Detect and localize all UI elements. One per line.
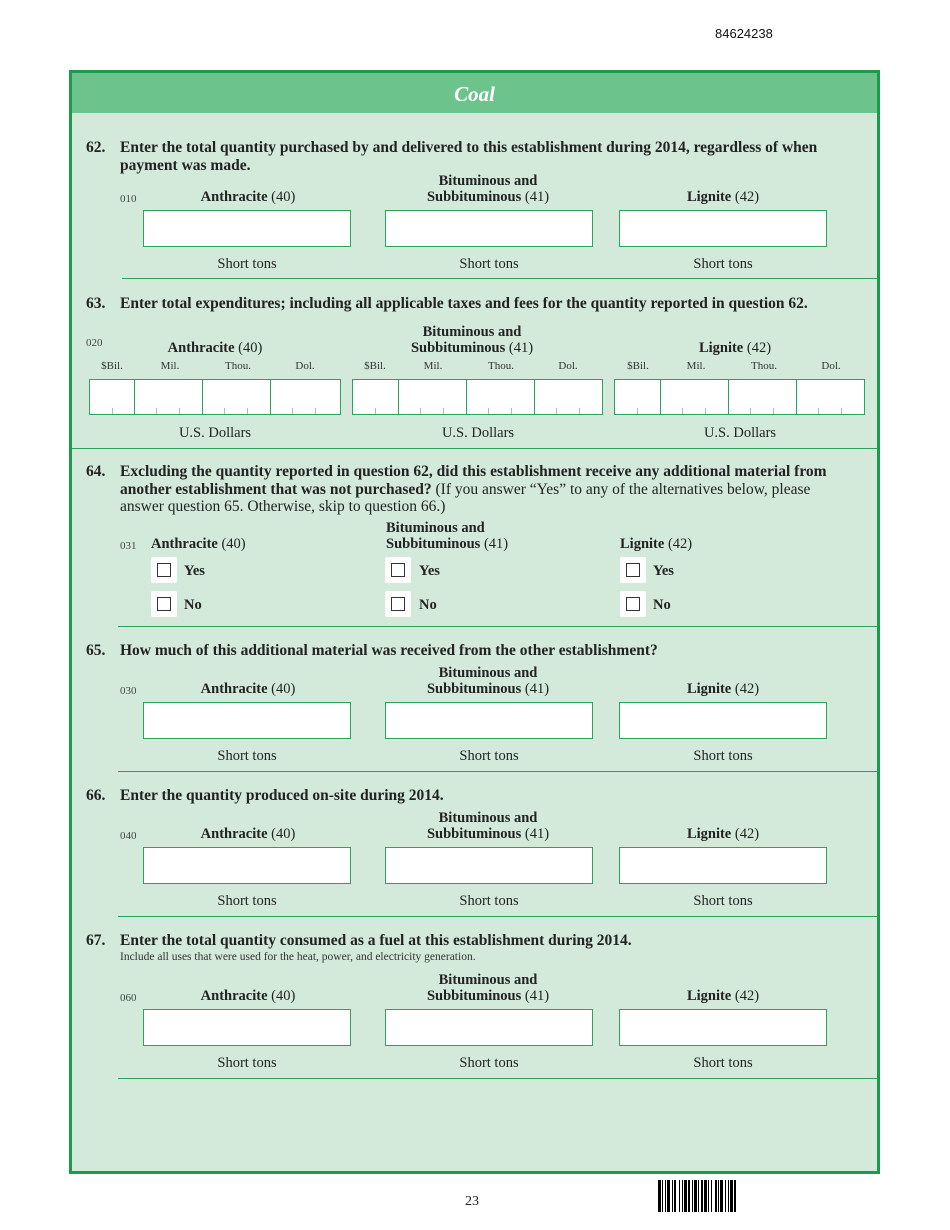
col-head-bituminous: Bituminous and Subbituminous (41) bbox=[426, 665, 550, 697]
yes-label: Yes bbox=[184, 563, 205, 579]
col-head-bituminous: Bituminous and Subbituminous (41) bbox=[410, 324, 534, 356]
unit-label: Short tons bbox=[217, 893, 277, 909]
form-id: 84624238 bbox=[715, 26, 773, 41]
item-code: 031 bbox=[120, 540, 137, 552]
col-head-lignite: Lignite (42) bbox=[620, 536, 693, 552]
col-head-bituminous: Bituminous and Subbituminous (41) bbox=[426, 173, 550, 205]
barcode-bar bbox=[736, 1180, 737, 1212]
question-text: Enter total expenditures; including all applicable taxes and fees for the quantity reported in question 62. bbox=[120, 295, 808, 312]
col-head-lignite: Lignite (42) bbox=[686, 681, 760, 697]
q62-bituminous-input[interactable] bbox=[385, 210, 593, 247]
yes-label: Yes bbox=[653, 563, 674, 579]
divider bbox=[118, 1078, 877, 1079]
question-note: Include all uses that were used for the heat, power, and electricity generation. bbox=[120, 951, 476, 963]
q62-lignite-input[interactable] bbox=[619, 210, 827, 247]
q64-lignite-yes-checkbox[interactable] bbox=[620, 557, 646, 583]
q64-anthracite-yes-checkbox[interactable] bbox=[151, 557, 177, 583]
col-head-lignite: Lignite (42) bbox=[686, 988, 760, 1004]
question-text: How much of this additional material was received from the other establishment? bbox=[120, 642, 658, 659]
q66-anthracite-input[interactable] bbox=[143, 847, 351, 884]
question-text: Excluding the quantity reported in question 62, did this establishment receive any additional material from another establishment that was not purchased? (If you answer “Yes” to any of the alternatives below, please answer question 65. Otherwise, skip to question 66.) bbox=[120, 463, 827, 515]
question-number: 65. bbox=[86, 642, 106, 659]
question-text: Enter the total quantity purchased by and delivered to this establishment during 2014, regardless of when payment was made. bbox=[120, 139, 818, 174]
q66-lignite-input[interactable] bbox=[619, 847, 827, 884]
subhead-dol: Dol. bbox=[821, 360, 841, 372]
divider bbox=[118, 771, 877, 772]
no-label: No bbox=[653, 597, 671, 613]
question-text: Enter the quantity produced on-site during 2014. bbox=[120, 787, 444, 804]
divider bbox=[122, 278, 877, 279]
page-number: 23 bbox=[465, 1194, 479, 1209]
unit-label: Short tons bbox=[459, 748, 519, 764]
q67-lignite-input[interactable] bbox=[619, 1009, 827, 1046]
question-number: 62. bbox=[86, 139, 106, 156]
q66-bituminous-input[interactable] bbox=[385, 847, 593, 884]
unit-label: U.S. Dollars bbox=[178, 425, 252, 441]
col-head-bituminous: Bituminous and Subbituminous (41) bbox=[426, 810, 550, 842]
divider bbox=[118, 626, 877, 627]
unit-label: Short tons bbox=[693, 748, 753, 764]
col-head-anthracite: Anthracite (40) bbox=[200, 826, 296, 842]
question-number: 64. bbox=[86, 463, 106, 480]
col-head-lignite: Lignite (42) bbox=[686, 189, 760, 205]
subhead-mil: Mil. bbox=[423, 360, 443, 372]
col-head-lignite: Lignite (42) bbox=[698, 340, 772, 356]
divider bbox=[72, 448, 877, 449]
q65-lignite-input[interactable] bbox=[619, 702, 827, 739]
coal-section bbox=[69, 70, 880, 1174]
question-number: 67. bbox=[86, 932, 106, 949]
subhead-bil: $Bil. bbox=[627, 360, 649, 372]
subhead-thou: Thou. bbox=[751, 360, 777, 372]
yes-label: Yes bbox=[419, 563, 440, 579]
subhead-thou: Thou. bbox=[225, 360, 251, 372]
unit-label: Short tons bbox=[217, 1055, 277, 1071]
question-number: 66. bbox=[86, 787, 106, 804]
subhead-dol: Dol. bbox=[558, 360, 578, 372]
q62-anthracite-input[interactable] bbox=[143, 210, 351, 247]
subhead-bil: $Bil. bbox=[101, 360, 123, 372]
unit-label: Short tons bbox=[459, 1055, 519, 1071]
unit-label: U.S. Dollars bbox=[703, 425, 777, 441]
col-head-lignite: Lignite (42) bbox=[686, 826, 760, 842]
q64-lignite-no-checkbox[interactable] bbox=[620, 591, 646, 617]
col-head-bituminous: Bituminous and Subbituminous (41) bbox=[386, 520, 509, 552]
question-text: Enter the total quantity consumed as a fuel at this establishment during 2014. bbox=[120, 932, 632, 949]
q64-bituminous-no-checkbox[interactable] bbox=[385, 591, 411, 617]
unit-label: Short tons bbox=[217, 748, 277, 764]
barcode bbox=[658, 1180, 838, 1212]
col-head-bituminous: Bituminous and Subbituminous (41) bbox=[426, 972, 550, 1004]
q63-bituminous-dollars[interactable] bbox=[352, 379, 603, 415]
q65-bituminous-input[interactable] bbox=[385, 702, 593, 739]
section-title: Coal bbox=[72, 73, 877, 113]
unit-label: Short tons bbox=[693, 1055, 753, 1071]
unit-label: Short tons bbox=[217, 256, 277, 272]
item-code: 040 bbox=[120, 830, 137, 842]
q65-anthracite-input[interactable] bbox=[143, 702, 351, 739]
subhead-thou: Thou. bbox=[488, 360, 514, 372]
no-label: No bbox=[184, 597, 202, 613]
question-number: 63. bbox=[86, 295, 106, 312]
col-head-anthracite: Anthracite (40) bbox=[167, 340, 263, 356]
subhead-dol: Dol. bbox=[295, 360, 315, 372]
no-label: No bbox=[419, 597, 437, 613]
col-head-anthracite: Anthracite (40) bbox=[200, 189, 296, 205]
col-head-anthracite: Anthracite (40) bbox=[200, 988, 296, 1004]
q67-anthracite-input[interactable] bbox=[143, 1009, 351, 1046]
item-code: 010 bbox=[120, 193, 137, 205]
col-head-anthracite: Anthracite (40) bbox=[151, 536, 246, 552]
unit-label: U.S. Dollars bbox=[441, 425, 515, 441]
item-code: 060 bbox=[120, 992, 137, 1004]
q64-bituminous-yes-checkbox[interactable] bbox=[385, 557, 411, 583]
subhead-mil: Mil. bbox=[686, 360, 706, 372]
item-code: 020 bbox=[86, 337, 103, 349]
subhead-bil: $Bil. bbox=[364, 360, 386, 372]
col-head-anthracite: Anthracite (40) bbox=[200, 681, 296, 697]
unit-label: Short tons bbox=[459, 256, 519, 272]
q63-lignite-dollars[interactable] bbox=[614, 379, 865, 415]
q67-bituminous-input[interactable] bbox=[385, 1009, 593, 1046]
unit-label: Short tons bbox=[693, 256, 753, 272]
subhead-mil: Mil. bbox=[160, 360, 180, 372]
unit-label: Short tons bbox=[693, 893, 753, 909]
item-code: 030 bbox=[120, 685, 137, 697]
q63-anthracite-dollars[interactable] bbox=[89, 379, 341, 415]
unit-label: Short tons bbox=[459, 893, 519, 909]
divider bbox=[118, 916, 877, 917]
q64-anthracite-no-checkbox[interactable] bbox=[151, 591, 177, 617]
